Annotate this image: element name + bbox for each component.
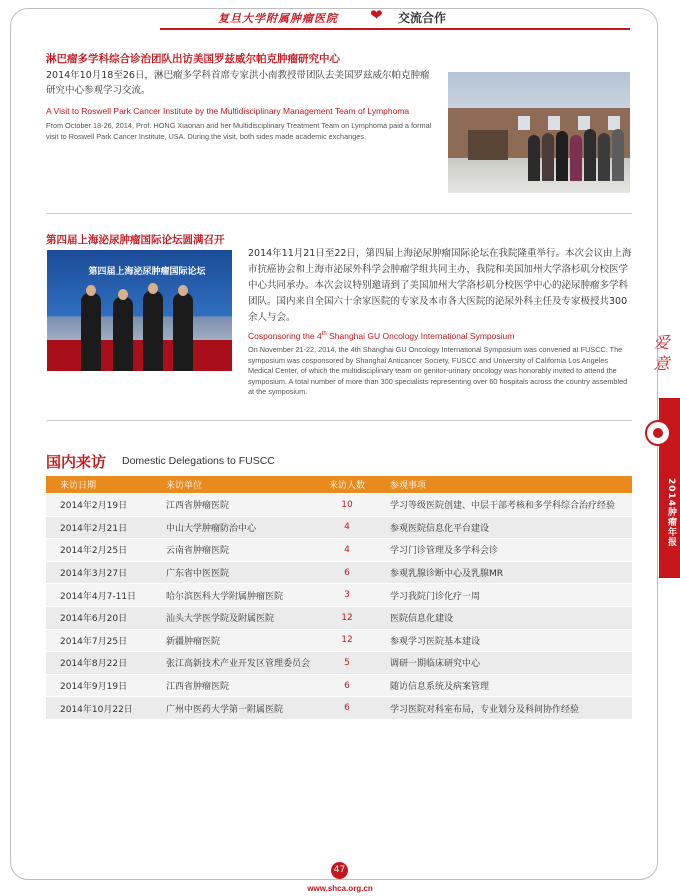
table-row xyxy=(46,629,632,652)
cell-unit: 江西省肿瘤医院 xyxy=(152,674,318,697)
photo-window xyxy=(608,116,620,130)
hospital-emblem-icon xyxy=(645,420,671,446)
photo-person xyxy=(556,131,568,181)
section-title-en: Domestic Delegations to FUSCC xyxy=(122,455,275,467)
cell-unit: 张江高新技术产业开发区管理委员会 xyxy=(152,652,318,675)
table-row xyxy=(46,606,632,629)
cell-purpose: 参观学习医院基本建设 xyxy=(376,629,632,652)
photo-window xyxy=(578,116,590,130)
cell-count: 6 xyxy=(318,697,376,720)
article1-photo xyxy=(448,72,630,193)
cell-unit: 云南省肿瘤医院 xyxy=(152,539,318,562)
cell-count: 5 xyxy=(318,652,376,675)
photo-person xyxy=(528,135,540,181)
article1-body-en: From October 18-26, 2014, Prof. HONG Xiaonan and her Multidisciplinary Treatment Team on Lymphoma paid a formal visit to Roswell Park Cancer Institute, USA. During the visit, both sides made academic exchanges. xyxy=(46,121,432,141)
photo-banner: 第四届上海泌尿肿瘤国际论坛 xyxy=(88,267,206,277)
cell-purpose: 调研一期临床研究中心 xyxy=(376,652,632,675)
cell-purpose: 学习我院门诊化疗一周 xyxy=(376,584,632,607)
cell-purpose: 学习门诊管理及多学科会诊 xyxy=(376,539,632,562)
cell-date: 2014年6月20日 xyxy=(46,606,152,629)
cell-date: 2014年4月7-11日 xyxy=(46,584,152,607)
cell-purpose: 参观医院信息化平台建设 xyxy=(376,516,632,539)
cell-purpose: 学习等级医院创建、中层干部考核和多学科综合治疗经验 xyxy=(376,494,632,517)
table-header-row xyxy=(46,476,632,494)
table-row xyxy=(46,516,632,539)
photo-person xyxy=(81,293,101,371)
table-row xyxy=(46,584,632,607)
cell-count: 3 xyxy=(318,584,376,607)
column-header-unit: 来访单位 xyxy=(152,476,318,494)
photo-person xyxy=(173,293,193,371)
photo-person xyxy=(598,133,610,181)
cell-unit: 中山大学肿瘤防治中心 xyxy=(152,516,318,539)
table-row xyxy=(46,561,632,584)
cell-date: 2014年2月25日 xyxy=(46,539,152,562)
cell-unit: 新疆肿瘤医院 xyxy=(152,629,318,652)
cell-unit: 哈尔滨医科大学附属肿瘤医院 xyxy=(152,584,318,607)
cell-unit: 广东省中医医院 xyxy=(152,561,318,584)
cell-count: 6 xyxy=(318,674,376,697)
cell-count: 6 xyxy=(318,561,376,584)
photo-person-head xyxy=(178,285,188,296)
photo-window xyxy=(548,116,560,130)
side-year-label: 2014肿瘤年报 xyxy=(666,478,676,548)
article1-body-cn: 2014年10月18至26日，淋巴瘤多学科首席专家洪小南教授带团队去美国罗兹威尔帕克肿瘤研究中心参观学习交流。 xyxy=(46,70,430,96)
header-section-title: 交流合作 xyxy=(398,11,447,25)
cell-date: 2014年8月22日 xyxy=(46,652,152,675)
table-row xyxy=(46,539,632,562)
column-header-purpose: 参观事项 xyxy=(376,476,632,494)
photo-door xyxy=(468,130,508,160)
article2-body-en: On November 21-22, 2014, the 4th Shanghai GU Oncology International Symposium was convened at FUSCC. The symposium was cosponsored by Shanghai Anticancer Society, FUSCC and University of California Los Angeles Medical Center, of which the multidisciplinary team on genitor-urinary oncology was honorably invited to attend the symposium. A total number of more than 300 specialists representing over 60 hospitals across the country assembled at the symposium. xyxy=(248,345,628,396)
page-header xyxy=(0,0,680,32)
article2-title-en: Cosponsoring the 4th Shanghai GU Oncology International Symposium xyxy=(248,331,515,341)
cell-count: 12 xyxy=(318,629,376,652)
column-header-count: 来访人数 xyxy=(318,476,376,494)
cell-count: 12 xyxy=(318,606,376,629)
article2-body-cn: 2014年11月21日至22日，第四届上海泌尿肿瘤国际论坛在我院隆重举行。本次会议由上海市抗癌协会和上海市泌尿外科学会肿瘤学组共同主办，我院和美国加州大学洛杉矶分校医学中心共同承办。本次会议特别邀请到了美国加州大学洛杉矶分校医学中心的泌尿肿瘤多学科团队。国内来自全国六十余家医院的专家及本市各大医院的泌尿外科主任及专家极授共300余人与会。 xyxy=(248,248,632,323)
cell-purpose: 学习医院对科室布局，专业划分及科间协作经验 xyxy=(376,697,632,720)
photo-person xyxy=(584,129,596,181)
cell-unit: 广州中医药大学第一附属医院 xyxy=(152,697,318,720)
table-row xyxy=(46,674,632,697)
section-divider xyxy=(46,213,632,214)
photo-stage xyxy=(47,340,232,371)
photo-window xyxy=(518,116,530,130)
header-brand: 复旦大学附属肿瘤医院 xyxy=(218,12,338,25)
article1-title: 淋巴瘤多学科综合诊治团队出访美国罗兹威尔帕克肿瘤研究中心 xyxy=(46,53,340,65)
page-number: 47 xyxy=(331,862,348,879)
article2-photo xyxy=(47,250,232,371)
photo-person xyxy=(542,133,554,181)
cell-count: 4 xyxy=(318,539,376,562)
photo-person xyxy=(570,135,582,181)
cell-count: 4 xyxy=(318,516,376,539)
section-divider xyxy=(46,420,632,421)
column-header-date: 来访日期 xyxy=(46,476,152,494)
photo-person-head xyxy=(86,285,96,296)
cell-unit: 江西省肿瘤医院 xyxy=(152,494,318,517)
cell-date: 2014年2月19日 xyxy=(46,494,152,517)
table-row xyxy=(46,652,632,675)
cell-date: 2014年7月25日 xyxy=(46,629,152,652)
cell-purpose: 随访信息系统及病案管理 xyxy=(376,674,632,697)
cell-date: 2014年3月27日 xyxy=(46,561,152,584)
photo-person xyxy=(113,297,133,371)
article1-title-en: A Visit to Roswell Park Cancer Institute by the Multidisciplinary Management Team of Lymphoma xyxy=(46,106,410,116)
side-calligraphy: 爱 意 xyxy=(651,334,670,372)
cell-purpose: 参观乳腺诊断中心及乳腺MR xyxy=(376,561,632,584)
website-link[interactable]: www.shca.org.cn xyxy=(307,884,373,893)
cell-count: 10 xyxy=(318,494,376,517)
article2-title: 第四届上海泌尿肿瘤国际论坛圆满召开 xyxy=(46,234,225,246)
table-row xyxy=(46,697,632,720)
photo-person-head xyxy=(148,283,158,294)
cell-date: 2014年9月19日 xyxy=(46,674,152,697)
photo-person xyxy=(143,291,163,371)
photo-person xyxy=(612,129,624,181)
cell-date: 2014年2月21日 xyxy=(46,516,152,539)
cell-purpose: 医院信息化建设 xyxy=(376,606,632,629)
heart-icon: ❤ xyxy=(370,6,383,24)
table-row xyxy=(46,494,632,517)
delegations-table xyxy=(46,476,632,720)
cell-date: 2014年10月22日 xyxy=(46,697,152,720)
cell-unit: 汕头大学医学院及附属医院 xyxy=(152,606,318,629)
header-rule xyxy=(160,28,630,30)
photo-person-head xyxy=(118,289,128,300)
section-title-cn: 国内来访 xyxy=(46,453,107,471)
